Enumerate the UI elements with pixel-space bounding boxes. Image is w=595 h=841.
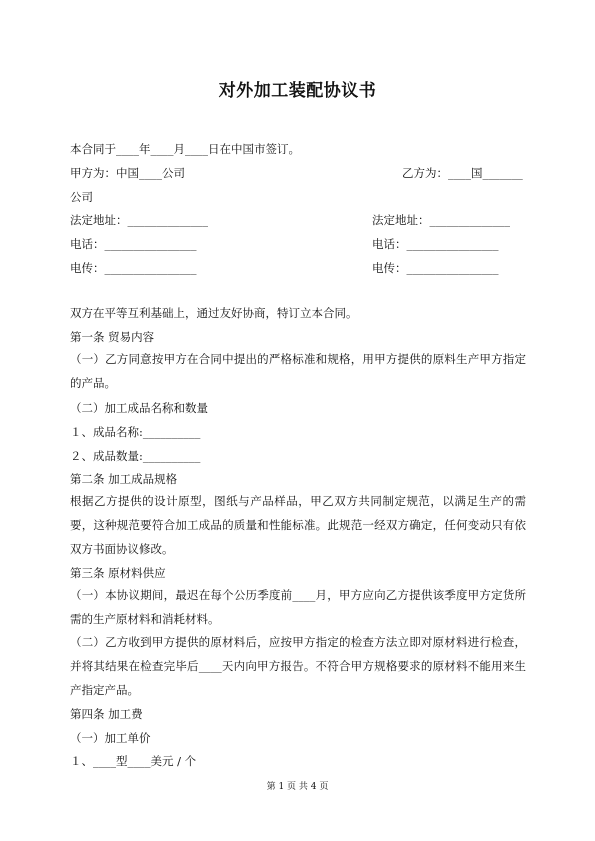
intro-paragraph: 双方在平等互利基础上，通过友好协商，特订立本合同。: [70, 306, 358, 320]
document-title: 对外加工装配协议书: [218, 81, 377, 101]
signing-line: 本合同于____年____月____日在中国市签订。: [70, 142, 300, 156]
party-b-line: 乙方为：____国_______: [402, 166, 523, 180]
party-b-address: 法定地址：______________: [372, 213, 510, 227]
unit-price-item: １、____型____美元 / 个: [70, 754, 197, 768]
party-b-continuation: 公司: [70, 190, 93, 204]
article-4-clause-1: （一）加工单价: [70, 731, 151, 745]
article-3-clause-1: （一）本协议期间，最迟在每个公历季度前____月，甲方应向乙方提供该季度甲方定货所需的生产原材料和消耗材料。: [70, 588, 526, 626]
article-2-paragraph: 根据乙方提供的设计原型，图纸与产品样品，甲乙双方共同制定规范，以满足生产的需要，这种规范要符合加工成品的质量和性能标准。此规范一经双方确定，任何变动只有依双方书面协议修改。: [70, 494, 526, 556]
party-a-telex: 电传：________________: [70, 261, 197, 275]
party-a-address: 法定地址：______________: [70, 213, 208, 227]
page-number: 第 1 页 共 4 页: [266, 782, 329, 792]
party-b-telex: 电传：________________: [372, 261, 499, 275]
article-1-clause-2: （二）加工成品名称和数量: [70, 401, 208, 415]
article-1-clause-1: （一）乙方同意按甲方在合同中提出的严格标准和规格，用甲方提供的原料生产甲方指定的产品。: [70, 352, 526, 390]
article-3-clause-2: （二）乙方收到甲方提供的原材料后，应按甲方指定的检查方法立即对原材料进行检查，并将其结果在检查完毕后____天内向甲方报告。不符合甲方规格要求的原材料不能用来生产指定产品。: [70, 635, 526, 697]
party-b-phone: 电话：________________: [372, 237, 499, 251]
product-name-field: １、成品名称:__________: [70, 425, 201, 439]
article-1-title: 第一条 贸易内容: [70, 330, 155, 344]
article-2-title: 第二条 加工成品规格: [70, 472, 178, 486]
party-a-phone: 电话：________________: [70, 237, 197, 251]
article-4-title: 第四条 加工费: [70, 707, 143, 721]
party-a-line: 甲方为：中国____公司: [70, 166, 185, 180]
article-3-title: 第三条 原材料供应: [70, 566, 166, 580]
product-quantity-field: ２、成品数量:__________: [70, 449, 201, 463]
